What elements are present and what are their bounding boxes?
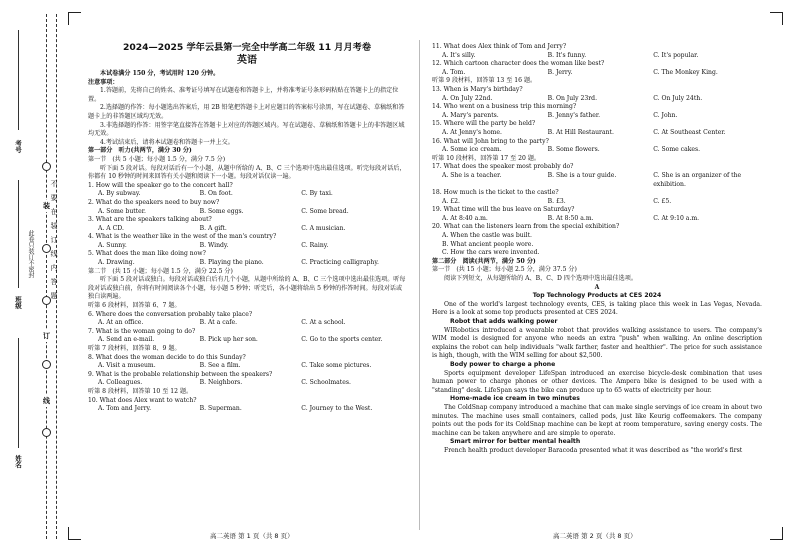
listening-material-note: 听第 10 段材料，回答第 17 至 20 题。 (432, 154, 541, 162)
answer-option[interactable]: B. At Hill Restaurant. (547, 128, 614, 136)
name-blank[interactable] (18, 338, 19, 448)
page-footer-right: 高二英语 第 2 页（共 8 页） (553, 532, 637, 540)
answer-options (88, 362, 406, 371)
answer-option[interactable]: B. A gift. (199, 224, 227, 232)
answer-option[interactable]: A. Some butter. (98, 207, 146, 215)
item-text: The ColdSnap company introduced a machine that can make single servings of ice cream in about two minutes. The machine uses small containers, called pods, just like Keurig coffeemakers. The company points out the pods for its ColdSnap machine can be kept at room temperature, saving energy costs. The machine can be taken anywhere and are simple to operate. (432, 403, 762, 437)
binding-hole (42, 428, 51, 437)
item-text: WIRobotics introduced a wearable robot that provides walking assistance to users. The company's WIM model is designed for anyone who needs an extra "push" when walking. An online description explains the robot can help individuals "walk farther, faster and healthier". The price for such assistance is high, though, with the WIM selling for about $2,500. (432, 326, 762, 360)
answer-option[interactable]: C. At 9:10 a.m. (653, 214, 700, 222)
answer-option[interactable]: C. Rainy. (301, 241, 329, 249)
answer-options (88, 319, 406, 328)
question-stem: 16. What will John bring to the party? (432, 137, 549, 145)
answer-option[interactable]: B. She is a tour guide. (547, 171, 617, 179)
page-footer-left: 高二英语 第 1 页（共 8 页） (210, 532, 294, 540)
passage-letter: A (594, 283, 600, 291)
answer-option[interactable]: B. £3. (547, 197, 566, 205)
answer-option[interactable]: C. Some cakes. (653, 146, 701, 154)
answer-option[interactable]: C. Take some pictures. (301, 362, 372, 370)
part2-section1-heading: 第一节 (共 15 小题；每小题 2.5 分，满分 37.5 分) (432, 266, 577, 274)
answer-option[interactable]: C. John. (653, 111, 678, 119)
answer-option[interactable]: B. On July 23rd. (547, 94, 598, 102)
note-item: 4.考试结束后，请将本试题卷和答题卡一并上交。 (100, 138, 234, 146)
question-stem: 2. What do the speakers need to buy now? (88, 198, 220, 206)
answer-options (88, 405, 406, 414)
corner-mark (770, 527, 783, 540)
answer-option[interactable]: B. Superman. (199, 405, 242, 413)
corner-mark (68, 12, 81, 25)
question-stem: 9. What is the probable relationship between the speakers? (88, 370, 273, 378)
answer-options (88, 190, 406, 199)
answer-option[interactable]: A. At an office. (98, 319, 144, 327)
answer-option[interactable]: A. It's silly. (442, 51, 476, 59)
corner-mark (68, 527, 81, 540)
answer-option[interactable]: A. Tom. (442, 68, 466, 76)
question-stem: 1. How will the speaker go to the concert hall? (88, 181, 233, 189)
note-item: 2.选择题的作答：每小题选出答案后，用 2B 铅笔把答题卡上对应题目的答案标号涂黑，写在试题卷、草稿纸和答题卡上的非答题区域均无效。 (88, 104, 405, 120)
answer-option[interactable]: A. At 8:40 a.m. (442, 214, 488, 222)
question-list (88, 354, 406, 388)
answer-options (88, 242, 406, 251)
answer-option[interactable]: A. Mary's parents. (442, 111, 499, 119)
question-stem: 15. Where will the party be held? (432, 120, 536, 128)
answer-option[interactable]: A. Colleagues. (98, 379, 143, 387)
answer-option[interactable]: A. Tom and Jerry. (98, 405, 152, 413)
item-title: Home-made ice cream in two minutes (450, 395, 580, 403)
answer-option[interactable]: A. A CD. (98, 224, 124, 232)
score-note: 本试卷满分 150 分，考试用时 120 分钟。 (100, 70, 220, 77)
note-item: 1.答题前，先将自己的姓名、准考证号填写在试题卷和答题卡上，并将准考证号条形码粘贴在答题卡上的指定位置。 (88, 87, 399, 103)
notes-heading: 注意事项： (88, 78, 119, 86)
answer-option[interactable]: A. At Jenny's home. (442, 128, 502, 136)
question-stem: 8. What does the woman decide to do this Sunday? (88, 353, 246, 361)
binding-line-outer (46, 14, 47, 539)
answer-option[interactable]: A. Visit a museum. (98, 362, 156, 370)
passage-intro: One of the world's largest technology events, CES, is taking place this week in Las Vegas, Nevada. Here is a look at some top products presented at CES 2024. (432, 300, 762, 317)
answer-option[interactable]: C. By taxi. (301, 190, 333, 198)
answer-option[interactable]: B. At a cafe. (199, 319, 238, 327)
answer-option[interactable]: C. How the cars were invented. (442, 249, 540, 257)
question-stem: 13. When is Mary's birthday? (432, 85, 523, 93)
answer-option[interactable]: C. £5. (653, 197, 672, 205)
item-title: Body power to charge a phone (450, 360, 556, 368)
answer-option[interactable]: B. On foot. (199, 190, 233, 198)
answer-options (432, 172, 762, 189)
answer-options (432, 95, 762, 104)
passage-title: Top Technology Products at CES 2024 (532, 292, 662, 300)
answer-option[interactable]: B. It's funny. (547, 51, 587, 59)
item-title: Robot that adds walking power (450, 318, 558, 325)
section1-instructions: 听下面 5 段对话。每段对话后有一个小题，从题中所给的 A、B、C 三个选项中选出最佳选项。听完每段对话后，你都有 10 秒钟的时间来回答有关小题和阅读下一小题。每段对话仅读一遍。 (88, 164, 406, 181)
question-stem: 5. What does the man like doing now? (88, 250, 206, 258)
answer-options (432, 146, 762, 155)
binding-strip (0, 0, 64, 551)
binding-word: 装 (43, 202, 50, 210)
question-list (432, 43, 762, 77)
question-stem: 6. Where does the conversation probably take place? (88, 310, 253, 318)
answer-option[interactable]: A. On July 22nd. (442, 94, 493, 102)
answer-option[interactable]: C. The Monkey King. (653, 68, 718, 76)
listening-material-note: 听第 8 段材料，回答第 10 至 12 题。 (88, 387, 193, 395)
section2-heading: 第二节 (共 15 小题；每小题 1.5 分，满分 22.5 分) (88, 267, 233, 275)
right-column (432, 43, 762, 456)
answer-option[interactable]: B. Windy. (199, 241, 229, 249)
answer-option[interactable]: C. Journey to the West. (301, 405, 373, 413)
answer-options (432, 215, 762, 224)
answer-option[interactable]: A. Drawing. (98, 259, 135, 267)
question-stem: 3. What are the speakers talking about? (88, 216, 212, 224)
question-list (432, 163, 762, 223)
item-text: Sports equipment developer LifeSpan introduced an exercise bicycle-desk combination that uses human power to charge phones or other devices. The Ampera bike is designed to be used with a "standing" desk. LifeSpan says the bike can produce up to 65 watts of electricity per hour. (432, 369, 762, 394)
note-item: 3.非选择题的作答：用签字笔直接答在答题卡上对应的答题区域内。写在试题卷、草稿纸和答题卡上的非答题区域均无效。 (88, 121, 405, 138)
answer-options (88, 225, 406, 234)
answer-options (88, 379, 406, 388)
listening-material-note: 听第 6 段材料，回答第 6、7 题。 (88, 302, 181, 310)
question-stem: 19. What time will the bus leave on Saturday? (432, 206, 575, 214)
answer-option[interactable]: C. She is an organizer of the exhibition. (653, 171, 742, 188)
answer-option[interactable]: C. Schoolmates. (301, 379, 351, 387)
answer-option[interactable]: A. Some ice cream. (442, 146, 502, 154)
question-stem: 10. What does Alex want to watch? (88, 396, 197, 404)
column-divider (419, 40, 420, 530)
exam-title: 2024—2025 学年云县第一完全中学高二年级 11 月月考卷 (122, 42, 372, 53)
answer-option[interactable]: C. At Southeast Center. (653, 128, 726, 136)
answer-options (432, 198, 762, 207)
binding-word: 订 (43, 332, 50, 340)
answer-option[interactable]: C. Go to the sports center. (301, 336, 383, 344)
exam-number-label: 考号 (14, 140, 22, 153)
answer-option[interactable]: B. Jerry. (547, 68, 573, 76)
answer-option[interactable]: B. Some flowers. (547, 146, 600, 154)
answer-option[interactable]: A. She is a teacher. (442, 171, 502, 179)
question-stem: 4. What is the weather like in the west of the man's country? (88, 233, 277, 241)
binding-vertical-text: 不 要 在 装 订 线 内 答 题 (50, 180, 58, 299)
answer-option[interactable]: B. Playing the piano. (199, 259, 264, 267)
binding-hole (42, 162, 51, 171)
answer-option[interactable]: B. At 8:50 a.m. (547, 214, 594, 222)
answer-option[interactable]: A. £2. (442, 197, 460, 205)
question-stem: 20. What can the listeners learn from the special exhibition? (432, 223, 620, 231)
answer-option[interactable]: C. A musician. (301, 224, 346, 232)
question-stem: 7. What is the woman going to do? (88, 327, 196, 335)
answer-options (432, 112, 762, 121)
question-stem: 12. Which cartoon character does the woman like best? (432, 60, 605, 68)
binding-side-note: 此卷只装订不密封 (27, 230, 34, 278)
answer-option[interactable]: B. Neighbors. (199, 379, 243, 387)
question-list (88, 397, 406, 414)
question-list (88, 182, 406, 268)
answer-option[interactable]: A. Sunny. (98, 241, 127, 249)
question-stem: 11. What does Alex think of Tom and Jerry? (432, 43, 567, 50)
question-stem: 18. How much is the ticket to the castle? (432, 189, 559, 197)
name-label: 姓名 (14, 455, 22, 468)
corner-mark (770, 12, 783, 25)
answer-option[interactable]: A. When the castle was built. (442, 232, 532, 240)
question-list (432, 86, 762, 155)
class-label: 班级 (14, 296, 22, 309)
answer-option[interactable]: A. By subway. (98, 190, 141, 198)
binding-hole (42, 360, 51, 369)
answer-options (88, 336, 406, 345)
answer-options (88, 208, 406, 217)
part2-instructions: 阅读下列短文，从每题所给的 A、B、C、D 四个选项中选出最佳选项。 (444, 275, 637, 283)
answer-options (432, 52, 762, 61)
part1-heading: 第一部分 听力(共两节，满分 30 分) (88, 147, 192, 155)
answer-option[interactable]: A. Send an e-mail. (98, 336, 155, 344)
binding-word: 线 (43, 397, 50, 405)
answer-option[interactable]: B. See a film. (199, 362, 241, 370)
answer-option[interactable]: C. Practicing calligraphy. (301, 259, 379, 267)
subject-title: 英语 (237, 55, 257, 66)
listening-material-note: 听第 7 段材料，回答第 8、9 题。 (88, 345, 181, 352)
answer-option[interactable]: B. Some eggs. (199, 207, 244, 215)
answer-option[interactable]: C. It's popular. (653, 51, 699, 59)
answer-option[interactable]: B. Jenny's father. (547, 111, 601, 119)
exam-number-blank[interactable] (18, 30, 19, 130)
answer-option[interactable]: C. Some bread. (301, 207, 349, 215)
question-stem: 17. What does the speaker most probably do? (432, 163, 574, 171)
answer-option[interactable]: B. Pick up her son. (199, 336, 258, 344)
question-list (88, 311, 406, 345)
class-blank[interactable] (18, 180, 19, 288)
item-title: Smart mirror for better mental health (450, 438, 581, 446)
answer-options (432, 129, 762, 138)
answer-option[interactable]: C. On July 24th. (653, 94, 703, 102)
answer-options (88, 259, 406, 268)
part2-heading: 第二部分 阅读(共两节，满分 50 分) (432, 257, 536, 265)
item-text: French health product developer Baracoda presented what it was described as "the world's first (444, 446, 743, 454)
section2-instructions: 听下面 5 段对话或独白。每段对话或独白后有几个小题，从题中所给的 A、B、C 三个选项中选出最佳选项。听每段对话或独白前，你将有时间阅读各个小题，每小题 5 秒钟；听完后，各小题将给出 5 秒钟的作答时间。每段对话或独白读两遍。 (88, 276, 406, 301)
left-column (88, 42, 406, 414)
answer-option[interactable]: B. What ancient people wore. (442, 240, 534, 248)
listening-material-note: 听第 9 段材料，回答第 13 至 16 题。 (432, 77, 537, 85)
answer-option[interactable]: C. At a school. (301, 319, 346, 327)
section1-heading: 第一节 (共 5 小题；每小题 1.5 分，满分 7.5 分) (88, 155, 226, 163)
question-stem: 14. Who went on a business trip this morning? (432, 103, 577, 111)
